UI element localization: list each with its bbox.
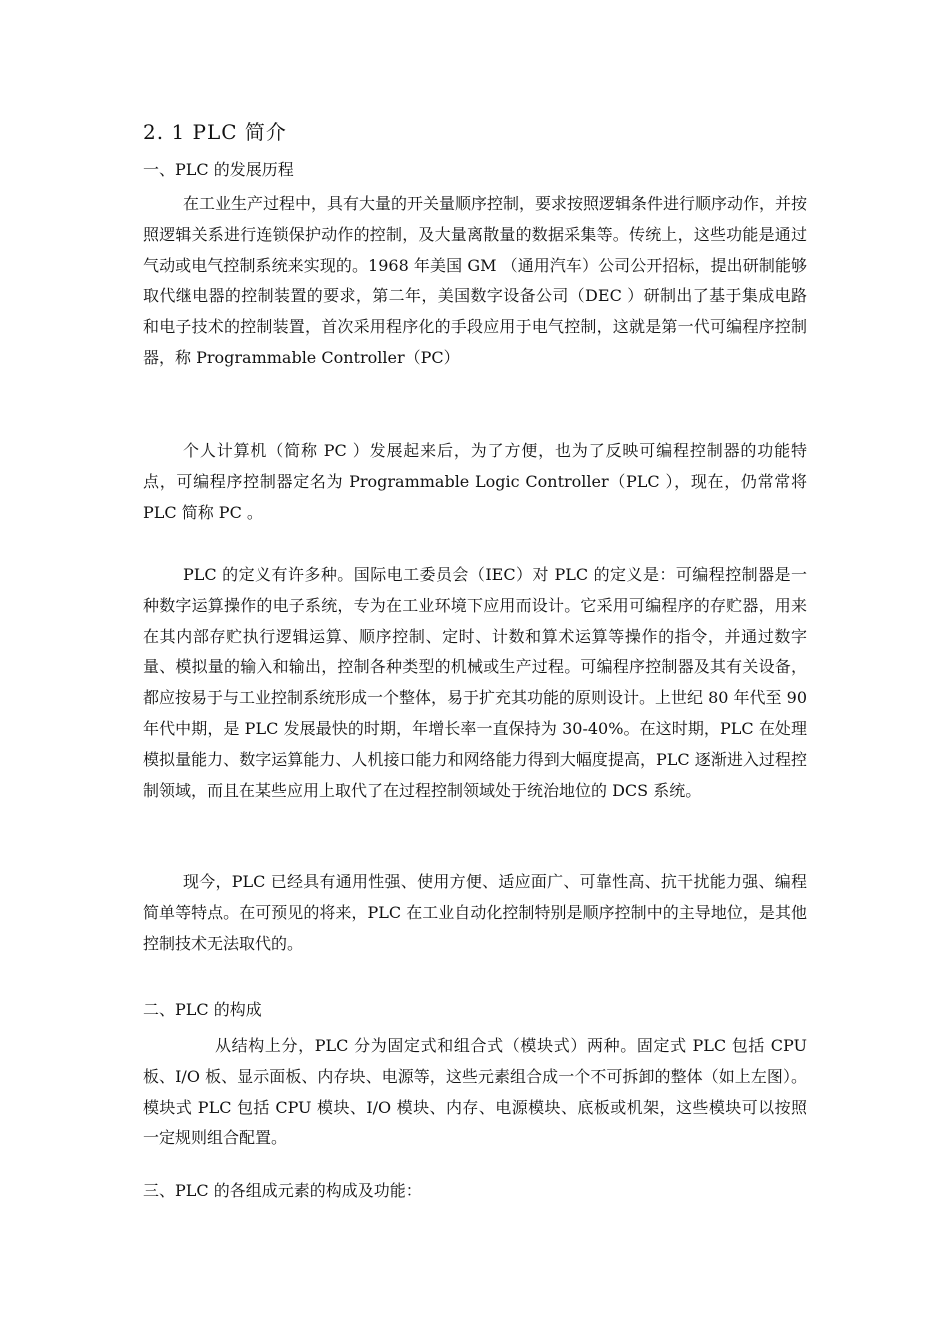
section-title: 2. 1 PLC 简介 bbox=[143, 120, 287, 144]
paragraph-naming: 个人计算机（简称 PC ）发展起来后，为了方便，也为了反映可编程控制器的功能特点，可编程序控制器定名为 Programmable Logic Controller（PLC ），现在，仍常常将 PLC 简称 PC 。 bbox=[143, 441, 807, 522]
paragraph-origin: 在工业生产过程中，具有大量的开关量顺序控制，要求按照逻辑条件进行顺序动作，并按照逻辑关系进行连锁保护动作的控制，及大量离散量的数据采集等。传统上，这些功能是通过气动或电气控制系统来实现的。1968 年美国 GM （通用汽车）公司公开招标，提出研制能够取代继电器的控制装置的要求，第二年，美国数字设备公司（DEC ）研制出了基于集成电路和电子技术的控制装置，首次采用程序化的手段应用于电气控制，这就是第一代可编程序控制器，称 Programmable Controller（PC） bbox=[143, 194, 808, 367]
heading-structure: 二、PLC 的构成 bbox=[143, 1000, 262, 1019]
paragraph-structure: 从结构上分，PLC 分为固定式和组合式（模块式）两种。固定式 PLC 包括 CPU 板、I/O 板、显示面板、内存块、电源等，这些元素组合成一个不可拆卸的整体（如上左图）。模块式 PLC 包括 CPU 模块、I/O 模块、内存、电源模块、底板或机架，这些模块可以按照一定规则组合配置。 bbox=[143, 1036, 807, 1148]
heading-development-history: 一、PLC 的发展历程 bbox=[143, 160, 294, 179]
paragraph-current-status: 现今，PLC 已经具有通用性强、使用方便、适应面广、可靠性高、抗干扰能力强、编程简单等特点。在可预见的将来，PLC 在工业自动化控制特别是顺序控制中的主导地位，是其他控制技术无法取代的。 bbox=[143, 872, 807, 953]
heading-components: 三、PLC 的各组成元素的构成及功能： bbox=[143, 1181, 422, 1200]
paragraph-definition: PLC 的定义有许多种。国际电工委员会（IEC）对 PLC 的定义是：可编程控制器是一种数字运算操作的电子系统，专为在工业环境下应用而设计。它采用可编程序的存贮器，用来在其内部存贮执行逻辑运算、顺序控制、定时、计数和算术运算等操作的指令，并通过数字量、模拟量的输入和输出，控制各种类型的机械或生产过程。可编程序控制器及其有关设备，都应按易于与工业控制系统形成一个整体，易于扩充其功能的原则设计。上世纪 80 年代至 90 年代中期，是 PLC 发展最快的时期，年增长率一直保持为 30-40%。在这时期，PLC 在处理模拟量能力、数字运算能力、人机接口能力和网络能力得到大幅度提高，PLC 逐渐进入过程控制领域，而且在某些应用上取代了在过程控制领域处于统治地位的 DCS 系统。 bbox=[143, 565, 807, 800]
